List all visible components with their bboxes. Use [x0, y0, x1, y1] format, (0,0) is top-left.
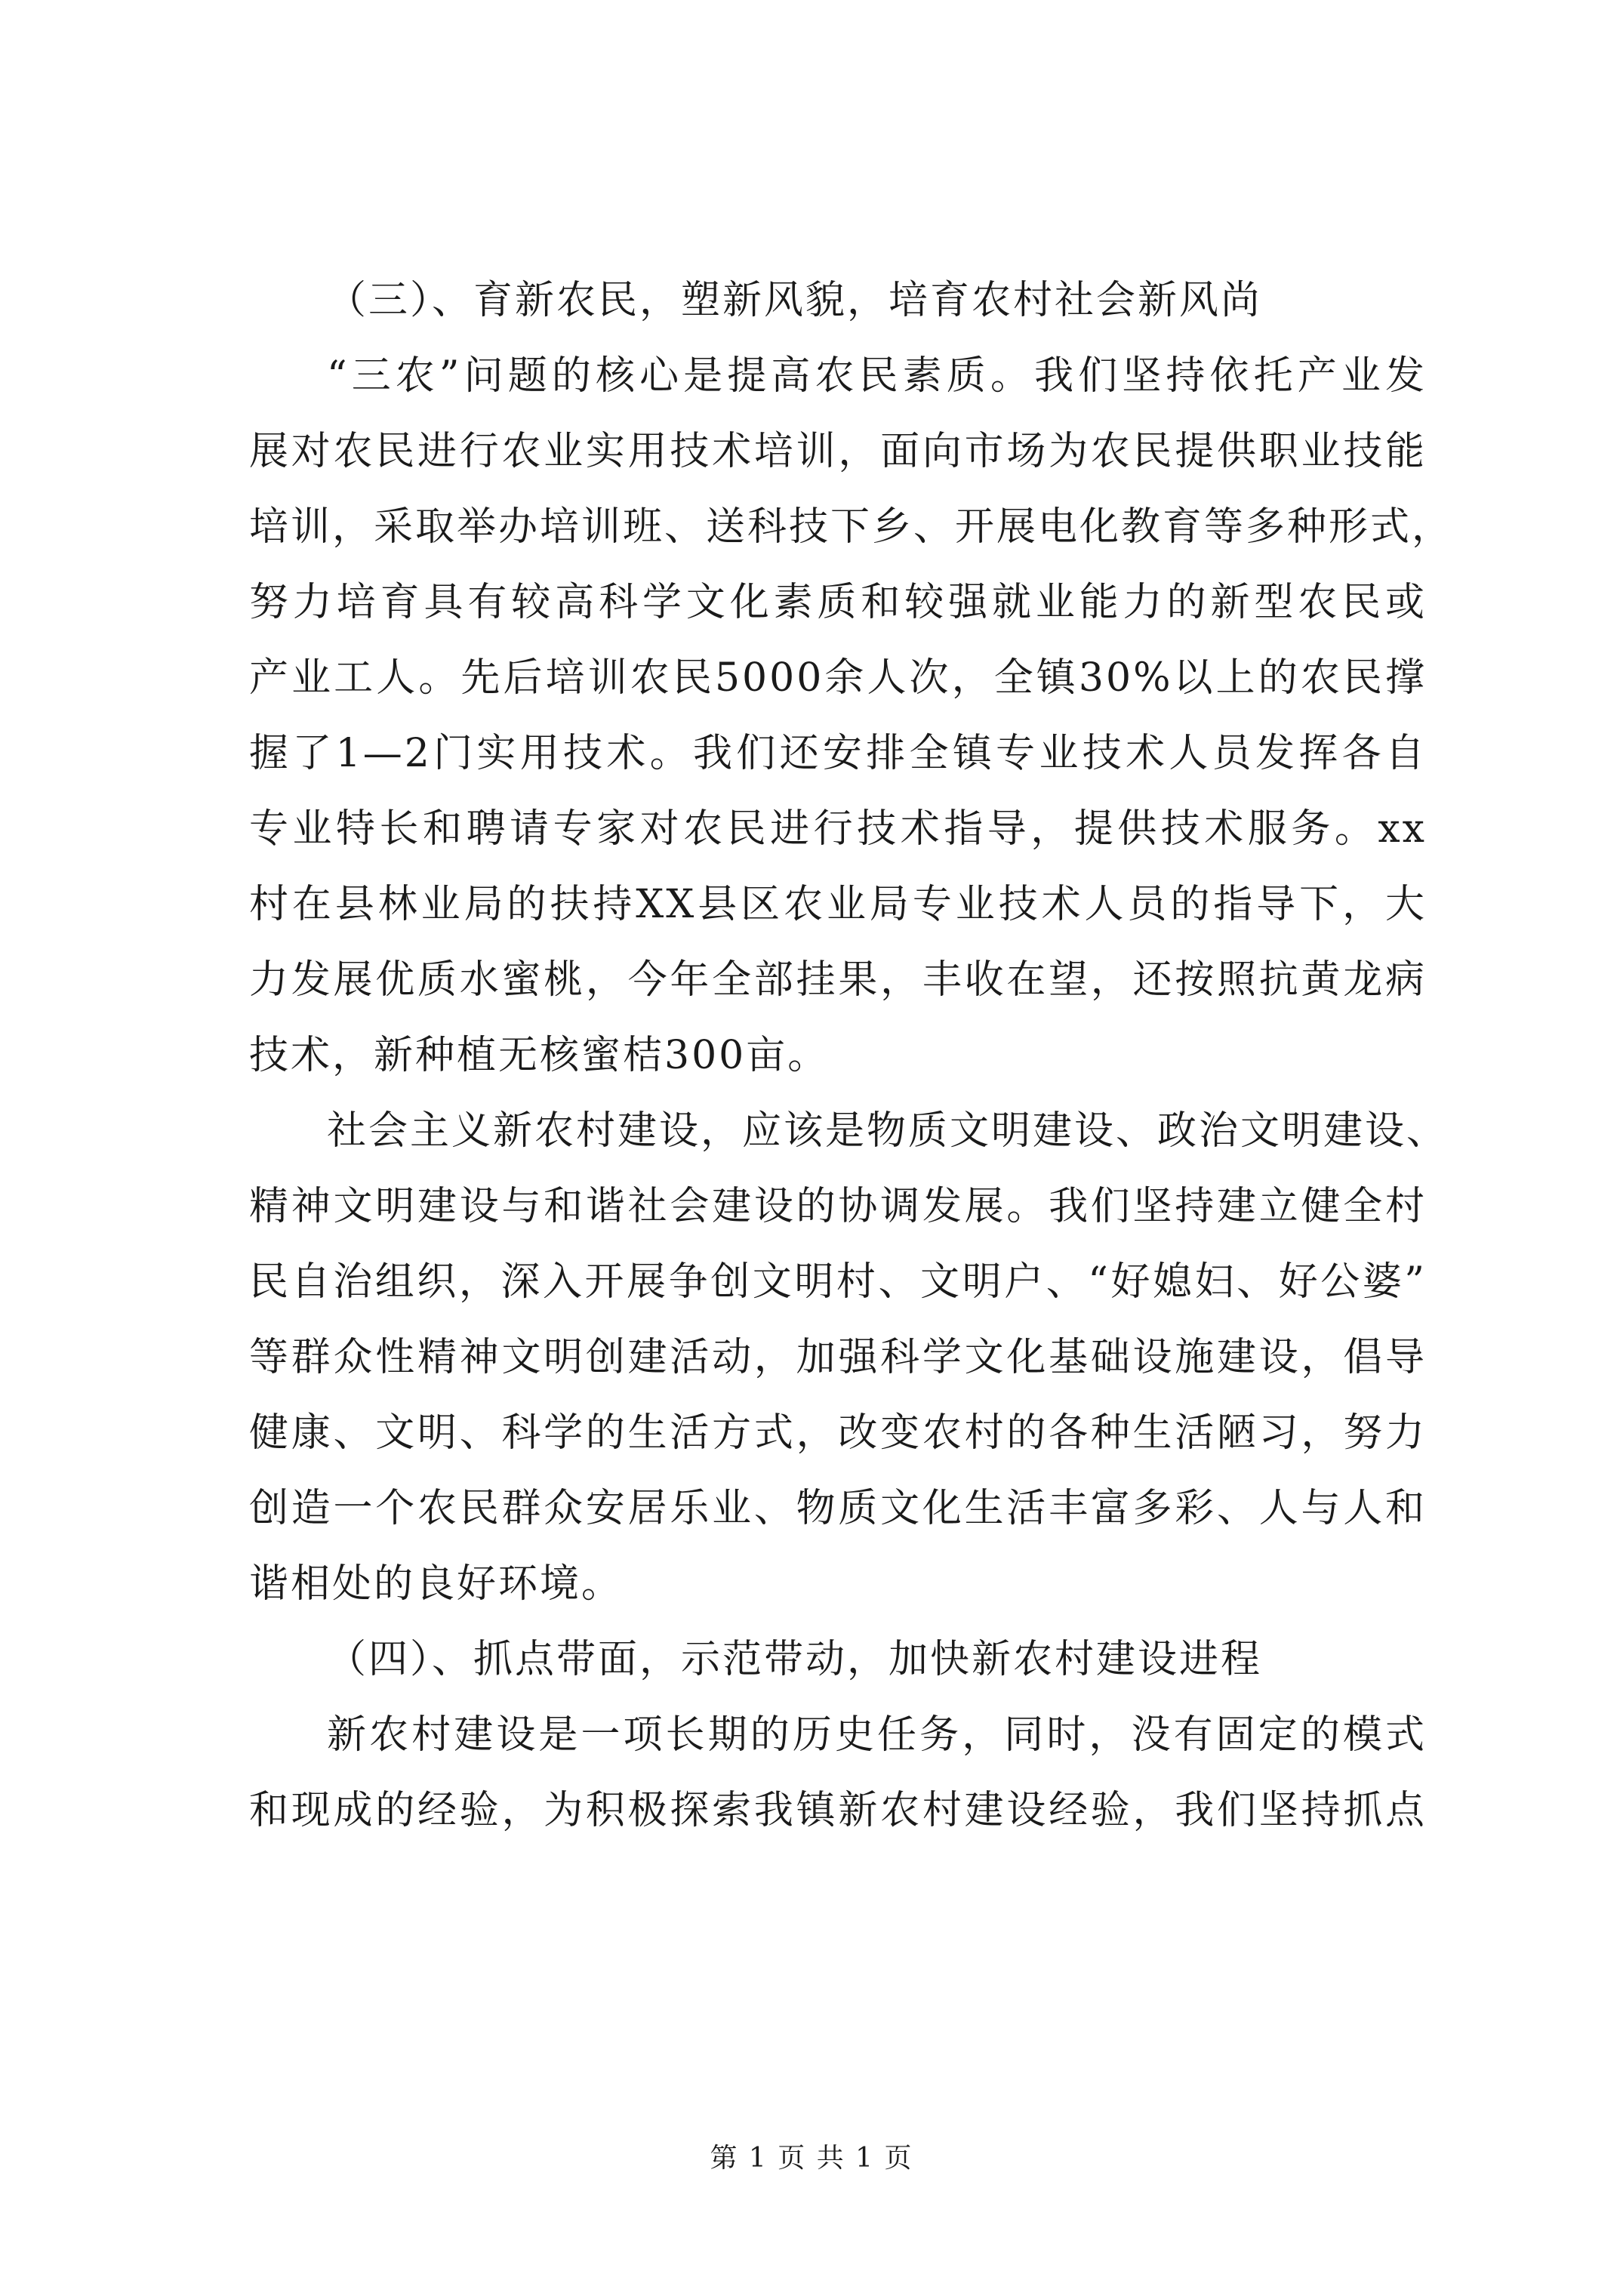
paragraph-line: 精神文明建设与和谐社会建设的协调发展。我们坚持建立健全村 — [249, 1184, 1427, 1229]
page-footer: 第 1 页 共 1 页 — [710, 2143, 913, 2174]
section-heading-4: （四）、抓点带面，示范带动，加快新农村建设进程 — [327, 1637, 1263, 1682]
document-body — [249, 263, 1454, 1848]
paragraph-line: 努力培育具有较高科学文化素质和较强就业能力的新型农民或 — [249, 580, 1427, 625]
paragraph-line: 村在县林业局的扶持XX县区农业局专业技术人员的指导下，大 — [249, 882, 1427, 927]
paragraph-1 — [249, 338, 1454, 1093]
paragraph-line: 握了1—2门实用技术。我们还安排全镇专业技术人员发挥各自 — [249, 731, 1427, 776]
paragraph-line: 和现成的经验，为积极探索我镇新农村建设经验，我们坚持抓点 — [249, 1788, 1427, 1833]
paragraph-line: 民自治组织，深入开展争创文明村、文明户、“好媳妇、好公婆” — [249, 1259, 1427, 1305]
paragraph-line: 专业特长和聘请专家对农民进行技术指导，提供技术服务。xx — [249, 806, 1427, 852]
paragraph-line: 谐相处的良好环境。 — [249, 1561, 624, 1607]
paragraph-line: 产业工人。先后培训农民5000余人次，全镇30%以上的农民撑 — [249, 655, 1427, 701]
paragraph-line: 健康、文明、科学的生活方式，改变农村的各种生活陋习，努力 — [249, 1410, 1427, 1456]
paragraph-line: 力发展优质水蜜桃，今年全部挂果，丰收在望，还按照抗黄龙病 — [249, 957, 1427, 1003]
section-heading-3: （三）、育新农民，塑新风貌，培育农村社会新风尚 — [327, 278, 1263, 323]
paragraph-line: “三农”问题的核心是提高农民素质。我们坚持依托产业发 — [327, 353, 1427, 399]
paragraph-3 — [249, 1697, 1427, 1848]
paragraph-line: 社会主义新农村建设，应该是物质文明建设、政治文明建设、 — [327, 1108, 1449, 1154]
paragraph-line: 培训，采取举办培训班、送科技下乡、开展电化教育等多种形式， — [249, 504, 1454, 550]
paragraph-line: 创造一个农民群众安居乐业、物质文化生活丰富多彩、人与人和 — [249, 1486, 1427, 1531]
paragraph-2 — [249, 1093, 1449, 1622]
paragraph-line: 等群众性精神文明创建活动，加强科学文化基础设施建设，倡导 — [249, 1335, 1427, 1380]
paragraph-line: 技术，新种植无核蜜桔300亩。 — [249, 1033, 830, 1078]
paragraph-line: 展对农民进行农业实用技术培训，面向市场为农民提供职业技能 — [249, 429, 1427, 474]
paragraph-line: 新农村建设是一项长期的历史任务，同时，没有固定的模式 — [327, 1712, 1427, 1758]
